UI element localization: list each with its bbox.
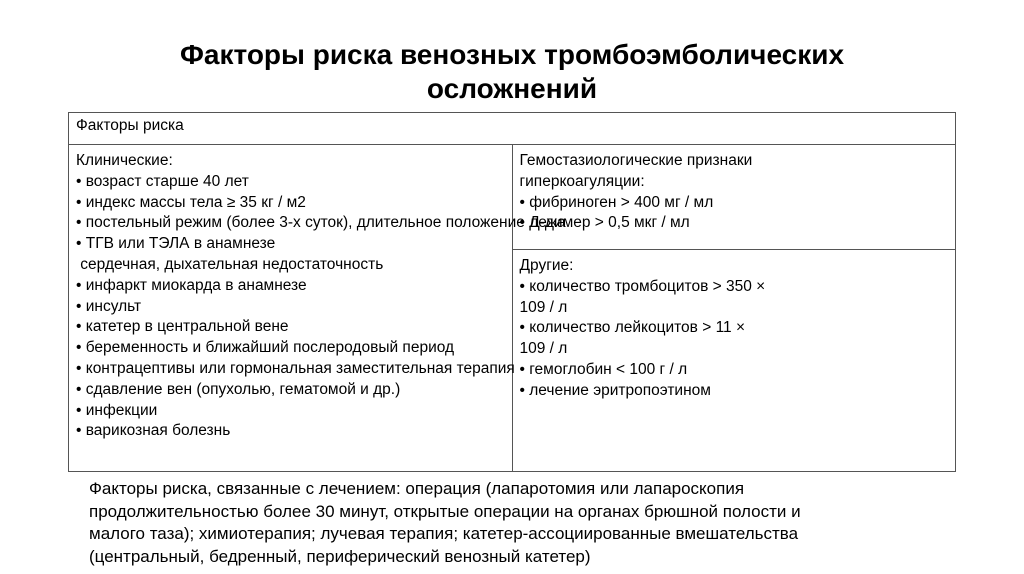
clinical-line: • варикозная болезнь bbox=[76, 422, 231, 440]
footer-line: Факторы риска, связанные с лечением: операция (лапаротомия или лапароскопия bbox=[89, 479, 745, 498]
other-line: • количество тромбоцитов > 350 × bbox=[519, 277, 766, 295]
other-line: • лечение эритропоэтином bbox=[519, 381, 711, 399]
clinical-line: • возраст старше 40 лет bbox=[76, 172, 249, 190]
footer-line: малого таза); химиотерапия; лучевая терапия; катетер-ассоциированные вмешательства bbox=[89, 524, 799, 543]
other-line: • гемоглобин < 100 г / л bbox=[519, 360, 688, 378]
other-line: 109 / л bbox=[519, 340, 568, 358]
clinical-line: Клинические: bbox=[76, 152, 173, 169]
clinical-line: • ТГВ или ТЭЛА в анамнезе bbox=[76, 235, 276, 253]
clinical-line: • контрацептивы или гормональная заместительная терапия bbox=[76, 359, 515, 377]
hemostasis-line: Гемостазиологические признаки bbox=[519, 152, 753, 169]
other-line: • количество лейкоцитов > 11 × bbox=[519, 319, 746, 337]
treatment-risk-factors-text bbox=[89, 478, 929, 568]
other-factors-cell bbox=[512, 250, 956, 472]
clinical-line: • постельный режим (более 3-х суток), длительное положение лежа bbox=[76, 214, 566, 232]
clinical-line: • инфекции bbox=[76, 401, 158, 419]
footer-line: (центральный, бедренный, периферический венозный катетер) bbox=[89, 546, 591, 566]
clinical-line: • беременность и ближайший послеродовый период bbox=[76, 339, 455, 357]
hemostasis-line: • фибриноген > 400 мг / мл bbox=[519, 193, 714, 211]
hemostasis-line: гиперкоагуляции: bbox=[519, 172, 645, 190]
hemostasis-line: • Д-димер > 0,5 мкг / мл bbox=[519, 214, 690, 232]
clinical-line: • сдавление вен (опухолью, гематомой и др.) bbox=[76, 380, 401, 398]
page-title-line-2: осложнений bbox=[426, 73, 598, 104]
clinical-line: • инсульт bbox=[76, 297, 142, 315]
clinical-line: сердечная, дыхательная недостаточность bbox=[76, 255, 384, 273]
page-title bbox=[0, 38, 1024, 106]
other-line: 109 / л bbox=[519, 298, 568, 316]
clinical-line: • инфаркт миокарда в анамнезе bbox=[76, 276, 307, 294]
table-header-label: Факторы риска bbox=[76, 117, 184, 134]
table-header-cell bbox=[69, 113, 956, 145]
clinical-line: • индекс массы тела ≥ 35 кг / м2 bbox=[76, 193, 306, 211]
page-title-line-1: Факторы риска венозных тромбоэмболических bbox=[179, 39, 845, 70]
other-line: Другие: bbox=[519, 257, 574, 274]
footer-line: продолжительностью более 30 минут, открытые операции на органах брюшной полости и bbox=[89, 501, 801, 521]
clinical-line: • катетер в центральной вене bbox=[76, 318, 289, 336]
risk-factors-table bbox=[68, 112, 956, 472]
hemostasis-signs-cell bbox=[512, 145, 956, 250]
